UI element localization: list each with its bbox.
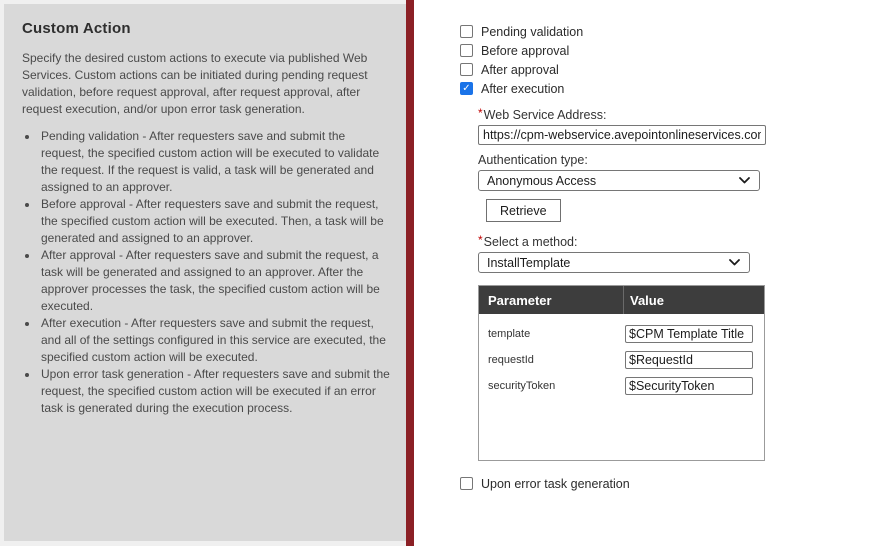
table-row xyxy=(479,321,764,347)
action-description-item: • After approval - After requesters save and submit the request, a task will be generated and assigned to an approver. After the approver processes the task, the specified custom action will be executed. xyxy=(39,247,390,315)
custom-action-form xyxy=(414,0,882,546)
method-select[interactable] xyxy=(478,252,750,273)
action-description-item: • Upon error task generation - After requesters save and submit the request, the specified custom action will be executed if an error task is generated during the execution process. xyxy=(39,366,390,417)
panel-description: Specify the desired custom actions to execute via published Web Services. Custom actions can be initiated during pending request validation, before request approval, after request approval, after request execution, and/or upon error task generation. xyxy=(22,51,368,116)
before-approval-checkbox[interactable] xyxy=(460,44,473,57)
checkbox-row-before-approval[interactable] xyxy=(460,41,882,60)
after-execution-checkbox[interactable] xyxy=(460,82,473,95)
action-description-item: • Before approval - After requesters save and submit the request, the specified custom action will be executed. Then, a task will be generated and assigned to an approver. xyxy=(39,196,390,247)
after-execution-settings xyxy=(478,108,882,461)
action-description-item: • Pending validation - After requesters save and submit the request, the specified custom action will be executed to validate the request. If the request is valid, a task will be generated and assigned to an approver. xyxy=(39,128,390,196)
description-panel xyxy=(4,4,406,541)
parameter-name: requestId xyxy=(488,354,534,366)
checkbox-row-upon-error-task-generation[interactable] xyxy=(460,474,882,493)
table-row xyxy=(479,373,764,399)
chevron-down-icon xyxy=(729,259,740,266)
authentication-type-selected: Anonymous Access xyxy=(487,173,597,188)
required-marker: * xyxy=(478,106,483,120)
parameter-table xyxy=(478,285,765,461)
select-method-label: *Select a method: xyxy=(478,233,578,249)
parameter-name: securityToken xyxy=(488,380,556,392)
check-icon: ✓ xyxy=(462,82,471,94)
template-value-input[interactable] xyxy=(625,325,753,343)
chevron-down-icon xyxy=(739,177,750,184)
web-service-address-input[interactable] xyxy=(478,125,766,145)
method-selected: InstallTemplate xyxy=(487,255,571,270)
action-description-item: • After execution - After requesters save and submit the request, and all of the settings configured in this service are executed, the specified custom action will be executed. xyxy=(39,315,390,366)
value-column-header: Value xyxy=(623,286,764,314)
after-execution-label[interactable]: After execution xyxy=(481,81,565,96)
parameter-column-header: Parameter xyxy=(488,292,552,308)
required-marker: * xyxy=(478,233,483,247)
authentication-type-select[interactable] xyxy=(478,170,760,191)
pending-validation-checkbox[interactable] xyxy=(460,25,473,38)
parameter-name: template xyxy=(488,328,531,340)
request-id-value-input[interactable] xyxy=(625,351,753,369)
after-approval-checkbox[interactable] xyxy=(460,63,473,76)
parameter-table-body xyxy=(479,314,764,399)
checkbox-row-pending-validation[interactable] xyxy=(460,22,882,41)
after-approval-label[interactable]: After approval xyxy=(481,62,559,77)
page-title: Custom Action xyxy=(22,20,131,37)
table-row xyxy=(479,347,764,373)
checkbox-row-after-execution[interactable] xyxy=(460,79,882,98)
parameter-table-header xyxy=(479,286,764,314)
before-approval-label[interactable]: Before approval xyxy=(481,43,570,58)
checkbox-row-after-approval[interactable] xyxy=(460,60,882,79)
panel-divider xyxy=(406,0,414,546)
retrieve-button[interactable]: Retrieve xyxy=(486,199,561,222)
web-service-address-label: *Web Service Address: xyxy=(478,106,607,122)
action-descriptions-list xyxy=(22,128,390,417)
authentication-type-label: Authentication type: xyxy=(478,153,588,167)
upon-error-task-generation-checkbox[interactable] xyxy=(460,477,473,490)
pending-validation-label[interactable]: Pending validation xyxy=(481,24,584,39)
security-token-value-input[interactable] xyxy=(625,377,753,395)
upon-error-task-generation-label[interactable]: Upon error task generation xyxy=(481,476,630,491)
